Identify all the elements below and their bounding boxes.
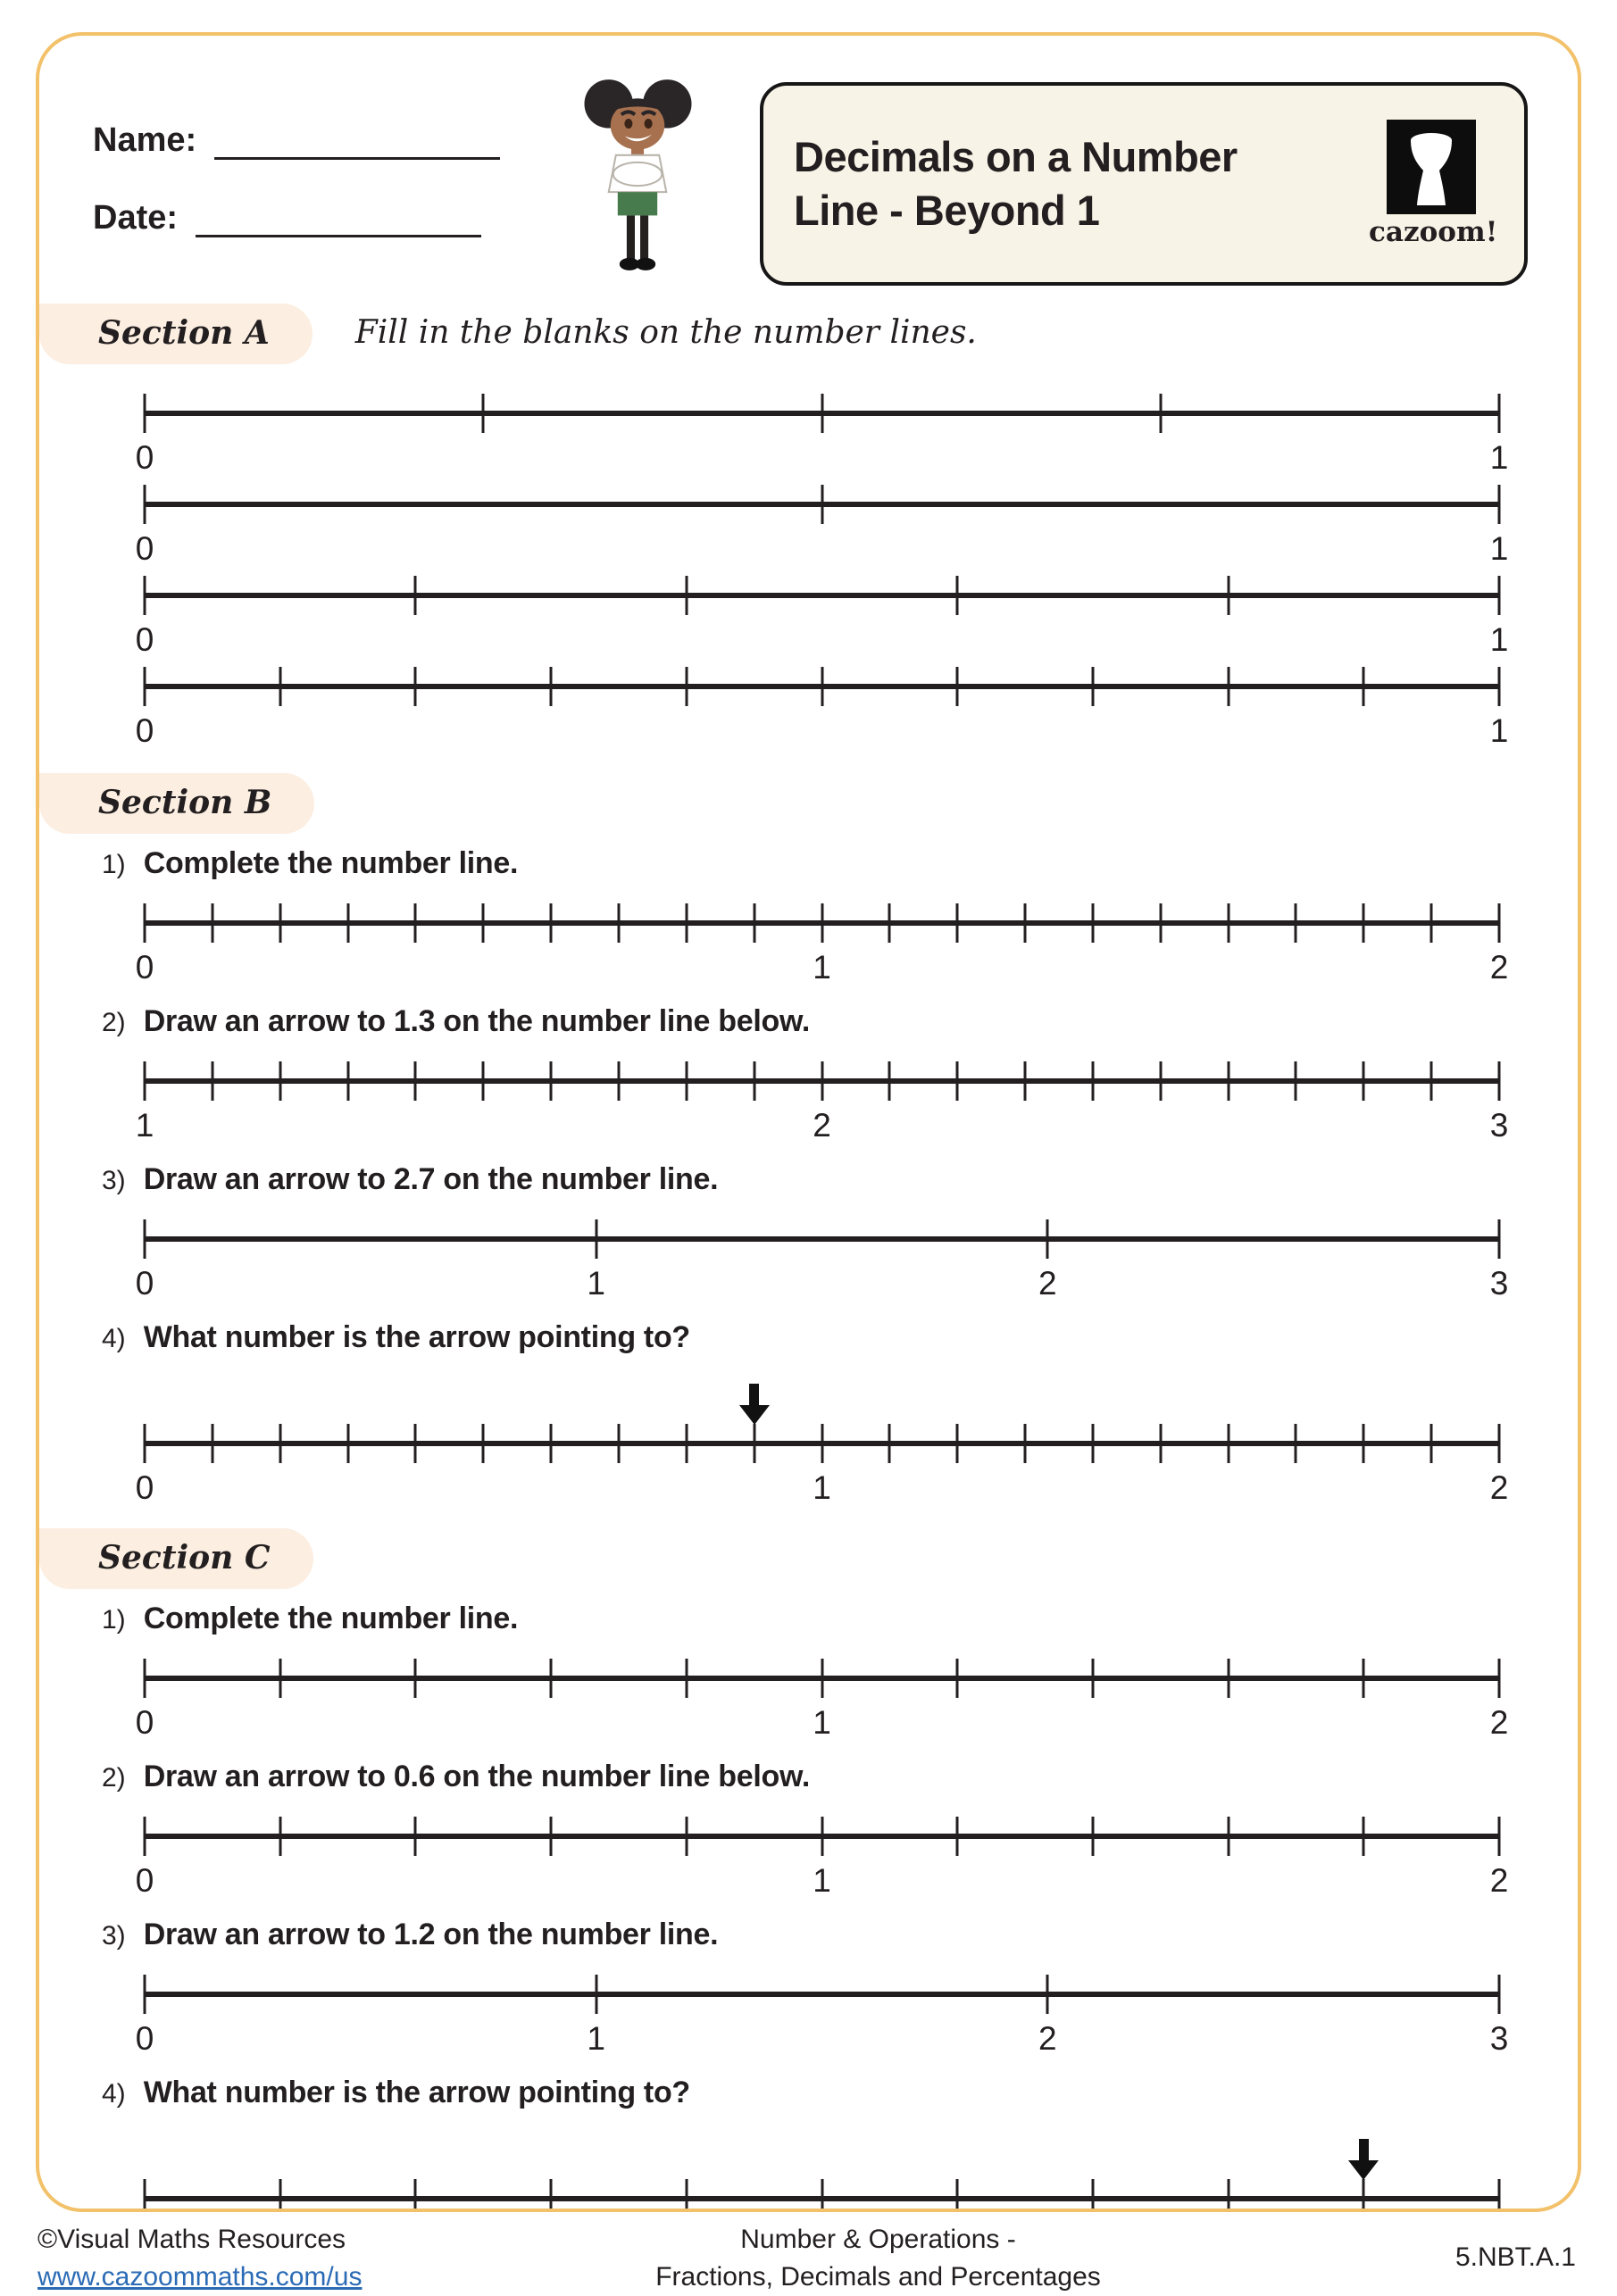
- tick-mark: [1091, 1817, 1094, 1856]
- tick-mark: [753, 1424, 755, 1463]
- tick-label: 0: [135, 2020, 154, 2057]
- tick-label: 1: [1489, 712, 1509, 749]
- section-a-chip: Section A: [39, 304, 313, 364]
- tick-mark: [956, 2179, 959, 2212]
- copyright-text: ©Visual Maths Resources: [38, 2225, 346, 2254]
- website-link[interactable]: www.cazoommaths.com/us: [38, 2262, 363, 2292]
- question-text: Complete the number line.: [143, 846, 519, 880]
- number-line[interactable]: [135, 1972, 1509, 2063]
- question-c3: [102, 1917, 1528, 1952]
- number-line-bar: [145, 593, 1499, 598]
- tick-mark: [1046, 1219, 1049, 1259]
- tick-mark: [956, 1659, 959, 1698]
- tick-mark: [550, 1424, 553, 1463]
- tick-mark: [753, 903, 755, 943]
- tick-mark: [821, 667, 823, 706]
- tick-mark: [414, 1424, 417, 1463]
- tick-mark: [1091, 1659, 1094, 1698]
- djembe-drum-icon: [1387, 120, 1476, 214]
- tick-label: 2: [1489, 949, 1509, 986]
- tick-mark: [211, 903, 213, 943]
- page-title: Decimals on a Number Line - Beyond 1: [794, 132, 1238, 234]
- tick-label: 3: [1489, 1265, 1509, 1302]
- tick-label: 0: [135, 621, 154, 658]
- tick-mark: [1046, 1975, 1049, 2014]
- tick-mark: [1295, 1061, 1297, 1101]
- number-line[interactable]: [135, 1656, 1509, 1747]
- question-text: Draw an arrow to 0.6 on the number line below.: [143, 1759, 810, 1793]
- question-number: 1): [102, 1605, 126, 1635]
- tick-mark: [550, 1659, 553, 1698]
- question-number: 4): [102, 1324, 126, 1353]
- question-number: 3): [102, 1166, 126, 1195]
- tick-mark: [821, 903, 823, 943]
- tick-mark: [1295, 903, 1297, 943]
- tick-mark: [1159, 1061, 1162, 1101]
- question-number: 2): [102, 1008, 126, 1037]
- tick-mark: [211, 1424, 213, 1463]
- tick-mark: [144, 903, 146, 943]
- tick-mark: [144, 1817, 146, 1856]
- tick-mark: [144, 1975, 146, 2014]
- tick-mark: [888, 1424, 891, 1463]
- tick-mark: [1363, 1817, 1365, 1856]
- date-field-row: [93, 199, 557, 237]
- tick-mark: [279, 903, 281, 943]
- tick-label: 0: [135, 1265, 154, 1302]
- tick-mark: [1159, 1424, 1162, 1463]
- tick-mark: [1498, 1659, 1501, 1698]
- number-line[interactable]: [135, 1217, 1509, 1308]
- question-number: 3): [102, 1921, 126, 1951]
- tick-label: 0: [135, 712, 154, 749]
- question-c1: [102, 1601, 1528, 1636]
- tick-mark: [1227, 1659, 1229, 1698]
- section-b-chip: Section B: [39, 773, 314, 834]
- tick-mark: [617, 1424, 620, 1463]
- tick-label: 1: [813, 1862, 831, 1899]
- tick-mark: [1091, 2179, 1094, 2212]
- tick-mark: [821, 1061, 823, 1101]
- tick-mark: [1227, 576, 1229, 615]
- tick-mark: [1024, 903, 1027, 943]
- tick-mark: [1498, 576, 1501, 615]
- section-a-numberlines: [135, 391, 1509, 755]
- question-text: What number is the arrow pointing to?: [143, 2076, 690, 2109]
- tick-mark: [821, 1424, 823, 1463]
- tick-mark: [1227, 1817, 1229, 1856]
- tick-label: 2: [1489, 1469, 1509, 1506]
- tick-mark: [279, 667, 281, 706]
- tick-mark: [1227, 903, 1229, 943]
- tick-mark: [1091, 1424, 1094, 1463]
- tick-mark: [144, 1219, 146, 1259]
- tick-label: 0: [135, 949, 154, 986]
- tick-mark: [1227, 2179, 1229, 2212]
- tick-mark: [1363, 903, 1365, 943]
- tick-label: 2: [1038, 2020, 1057, 2057]
- question-b2: [102, 1004, 1528, 1039]
- tick-mark: [685, 1659, 688, 1698]
- tick-mark: [956, 1061, 959, 1101]
- student-illustration-svg: [557, 71, 718, 279]
- tick-mark: [1024, 1061, 1027, 1101]
- tick-mark: [279, 1424, 281, 1463]
- tick-mark: [279, 1659, 281, 1698]
- tick-label: 0: [135, 530, 154, 567]
- tick-mark: [956, 1817, 959, 1856]
- tick-label: 3: [1489, 2020, 1509, 2057]
- tick-mark: [888, 1061, 891, 1101]
- tick-mark: [144, 2179, 146, 2212]
- tick-mark: [414, 2179, 417, 2212]
- question-b4: [102, 1320, 1528, 1355]
- tick-mark: [1024, 1424, 1027, 1463]
- tick-label: 1: [135, 1107, 154, 1144]
- tick-mark: [685, 576, 688, 615]
- tick-label: 2: [1489, 1704, 1509, 1741]
- tick-mark: [1498, 1975, 1501, 2014]
- tick-mark: [685, 1424, 688, 1463]
- question-number: 1): [102, 850, 126, 879]
- tick-mark: [685, 903, 688, 943]
- worksheet-page: [36, 32, 1581, 2212]
- tick-mark: [1498, 1817, 1501, 1856]
- tick-mark: [144, 576, 146, 615]
- tick-mark: [279, 1817, 281, 1856]
- tick-mark: [414, 1061, 417, 1101]
- question-number: 4): [102, 2079, 126, 2109]
- tick-mark: [956, 667, 959, 706]
- tick-mark: [144, 394, 146, 433]
- tick-mark: [821, 394, 823, 433]
- cazoom-logo: [1369, 120, 1498, 248]
- tick-mark: [685, 1061, 688, 1101]
- worksheet-footer: [38, 2221, 1576, 2296]
- tick-mark: [1091, 903, 1094, 943]
- tick-mark: [617, 903, 620, 943]
- tick-mark: [1498, 1061, 1501, 1101]
- tick-mark: [956, 1424, 959, 1463]
- tick-mark: [685, 1817, 688, 1856]
- tick-mark: [821, 2179, 823, 2212]
- section-b: [61, 755, 1528, 1510]
- tick-mark: [1159, 394, 1162, 433]
- tick-mark: [550, 667, 553, 706]
- tick-label: 1: [587, 1265, 605, 1302]
- tick-mark: [1430, 1061, 1433, 1101]
- tick-label: 0: [135, 1862, 154, 1899]
- footer-attribution: [38, 2221, 413, 2296]
- question-c2: [102, 1759, 1528, 1794]
- section-c: [61, 1510, 1528, 2212]
- tick-label: 0: [135, 1704, 154, 1741]
- tick-mark: [1363, 667, 1365, 706]
- tick-label: 3: [1489, 1107, 1509, 1144]
- tick-label: 0: [135, 1469, 154, 1506]
- tick-mark: [956, 576, 959, 615]
- number-line[interactable]: [135, 391, 1509, 482]
- tick-label: 1: [813, 949, 831, 986]
- tick-label: 0: [135, 439, 154, 476]
- tick-label: 1: [1489, 530, 1509, 567]
- tick-mark: [1227, 1061, 1229, 1101]
- tick-mark: [550, 903, 553, 943]
- tick-mark: [1363, 1659, 1365, 1698]
- title-box: [760, 82, 1528, 286]
- tick-mark: [211, 1061, 213, 1101]
- tick-mark: [1363, 1061, 1365, 1101]
- tick-mark: [414, 1817, 417, 1856]
- standard-code: 5.NBT.A.1: [1454, 2242, 1576, 2272]
- number-line[interactable]: [135, 1375, 1509, 1510]
- number-line[interactable]: [135, 901, 1509, 992]
- number-line-bar: [145, 1236, 1499, 1242]
- tick-mark: [144, 667, 146, 706]
- tick-mark: [888, 903, 891, 943]
- topic-line-1: Number & Operations -: [740, 2225, 1016, 2254]
- tick-mark: [346, 1061, 349, 1101]
- tick-mark: [144, 1061, 146, 1101]
- tick-label: 2: [1489, 1862, 1509, 1899]
- date-label: Date:: [93, 199, 179, 237]
- tick-mark: [821, 1817, 823, 1856]
- number-line[interactable]: [135, 573, 1509, 664]
- question-b1: [102, 846, 1528, 881]
- number-line[interactable]: [135, 1059, 1509, 1150]
- question-number: 2): [102, 1763, 126, 1793]
- student-illustration: [557, 71, 718, 283]
- tick-mark: [550, 2179, 553, 2212]
- tick-mark: [1159, 903, 1162, 943]
- tick-mark: [482, 1061, 485, 1101]
- tick-mark: [1227, 667, 1229, 706]
- number-line[interactable]: [135, 664, 1509, 755]
- tick-mark: [346, 1424, 349, 1463]
- tick-mark: [1295, 1424, 1297, 1463]
- cazoom-logo-text: cazoom!: [1369, 216, 1498, 248]
- tick-mark: [550, 1817, 553, 1856]
- tick-mark: [414, 903, 417, 943]
- tick-mark: [414, 1659, 417, 1698]
- tick-label: 2: [1038, 1265, 1057, 1302]
- name-input-line[interactable]: [214, 122, 500, 160]
- tick-mark: [482, 1424, 485, 1463]
- question-text: Draw an arrow to 1.3 on the number line below.: [143, 1004, 810, 1038]
- question-text: Draw an arrow to 2.7 on the number line.: [143, 1162, 719, 1196]
- tick-mark: [956, 903, 959, 943]
- section-c-chip: Section C: [39, 1528, 313, 1589]
- question-text: Draw an arrow to 1.2 on the number line.: [143, 1917, 719, 1951]
- tick-mark: [1091, 667, 1094, 706]
- number-line-bar: [145, 1992, 1499, 1997]
- tick-mark: [1498, 2179, 1501, 2212]
- tick-label: 1: [587, 2020, 605, 2057]
- worksheet-header: [93, 66, 1528, 286]
- tick-mark: [279, 1061, 281, 1101]
- tick-mark: [1498, 1219, 1501, 1259]
- tick-mark: [821, 485, 823, 524]
- tick-mark: [685, 2179, 688, 2212]
- tick-mark: [617, 1061, 620, 1101]
- tick-label: 1: [813, 1469, 831, 1506]
- name-date-block: [93, 66, 557, 277]
- tick-label: 1: [813, 1704, 831, 1741]
- arrow-marker: [1348, 2139, 1379, 2180]
- tick-mark: [1498, 394, 1501, 433]
- tick-mark: [1363, 1424, 1365, 1463]
- tick-mark: [1430, 1424, 1433, 1463]
- tick-mark: [1091, 1061, 1094, 1101]
- tick-mark: [753, 1061, 755, 1101]
- tick-mark: [346, 903, 349, 943]
- name-label: Name:: [93, 121, 197, 159]
- tick-mark: [550, 1061, 553, 1101]
- tick-label: 1: [1489, 621, 1509, 658]
- topic-line-2: Fractions, Decimals and Percentages: [655, 2262, 1101, 2292]
- question-c4: [102, 2076, 1528, 2110]
- tick-mark: [482, 394, 485, 433]
- number-line[interactable]: [145, 2130, 1499, 2212]
- tick-mark: [414, 667, 417, 706]
- tick-mark: [279, 2179, 281, 2212]
- number-line[interactable]: [135, 1814, 1509, 1905]
- tick-mark: [821, 1659, 823, 1698]
- tick-mark: [144, 1424, 146, 1463]
- tick-label: 1: [1489, 439, 1509, 476]
- tick-mark: [482, 903, 485, 943]
- section-a-header: [61, 286, 1528, 364]
- tick-mark: [144, 1659, 146, 1698]
- tick-label: 2: [813, 1107, 831, 1144]
- tick-mark: [144, 485, 146, 524]
- tick-mark: [595, 1219, 597, 1259]
- question-text: Complete the number line.: [143, 1601, 519, 1635]
- tick-mark: [414, 576, 417, 615]
- arrow-marker: [739, 1384, 770, 1425]
- tick-mark: [1363, 2179, 1365, 2212]
- section-a-instruction: Fill in the blanks on the number lines.: [354, 313, 977, 351]
- tick-mark: [1498, 903, 1501, 943]
- tick-mark: [1498, 485, 1501, 524]
- tick-mark: [1498, 1424, 1501, 1463]
- name-field-row: [93, 121, 557, 160]
- footer-topic: [413, 2221, 1344, 2296]
- tick-mark: [1498, 667, 1501, 706]
- question-b3: [102, 1162, 1528, 1197]
- tick-mark: [595, 1975, 597, 2014]
- number-line[interactable]: [135, 482, 1509, 573]
- tick-mark: [1227, 1424, 1229, 1463]
- tick-mark: [1430, 903, 1433, 943]
- question-text: What number is the arrow pointing to?: [143, 1320, 690, 1354]
- tick-mark: [685, 667, 688, 706]
- date-input-line[interactable]: [196, 200, 481, 237]
